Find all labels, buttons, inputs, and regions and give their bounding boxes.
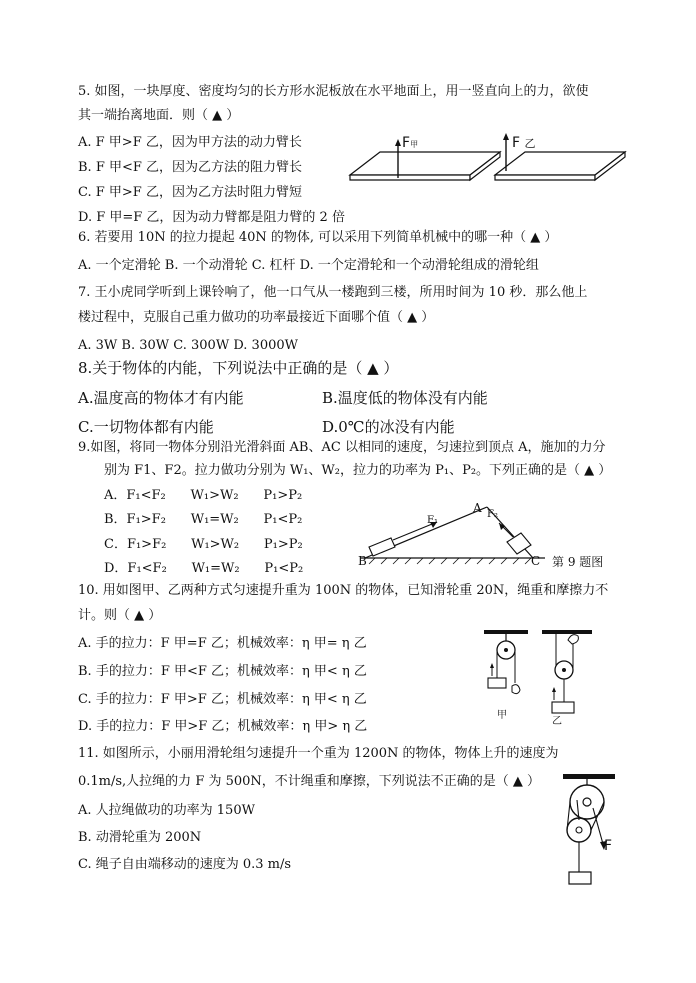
q7-options: A. 3W B. 30W C. 300W D. 3000W — [78, 338, 298, 353]
q11-option-c: C. 绳子自由端移动的速度为 0.3 m/s — [78, 857, 292, 872]
q8-option-c: C.一切物体都有内能 — [78, 418, 214, 436]
q7-stem-line1: 7. 王小虎同学听到上课铃响了，他一口气从一楼跑到三楼，所用时间为 10 秒．那么他上 — [78, 285, 588, 300]
q9-option-a: A．F₁<F₂ W₁>W₂ P₁>P₂ — [104, 488, 303, 503]
q10-stem-line1: 10. 用如图甲、乙两种方式匀速提升重为 100N 的物体，已知滑轮重 20N，绳重和摩擦力不 — [78, 583, 609, 598]
q5-stem-line2: 其一端抬离地面．则（ ▲ ） — [78, 108, 240, 123]
q11-option-b: B. 动滑轮重为 200N — [78, 830, 202, 845]
q11-force-label: F — [604, 838, 613, 854]
q11-pulley-block-figure — [555, 772, 625, 890]
q5-option-b: B. F 甲<F 乙，因为乙方法的阻力臂长 — [78, 160, 303, 175]
q10-stem-line2: 计。则（ ▲ ） — [78, 608, 162, 623]
q9-label-f1: F₁ — [427, 515, 438, 526]
q11-stem-line1: 11. 如图所示，小丽用滑轮组匀速提升一个重为 1200N 的物体，物体上升的速度为 — [78, 746, 559, 761]
q6-options: A. 一个定滑轮 B. 一个动滑轮 C. 杠杆 D. 一个定滑轮和一个动滑轮组成的滑轮组 — [78, 258, 539, 273]
q9-option-d: D．F₁<F₂ W₁=W₂ P₁<P₂ — [104, 561, 304, 576]
q10-option-b: B. 手的拉力：F 甲<F 乙；机械效率：η 甲< η 乙 — [78, 664, 367, 679]
q5-option-d: D. F 甲=F 乙，因为动力臂都是阻力臂的 2 倍 — [78, 210, 345, 225]
q5-option-a: A. F 甲>F 乙，因为甲方法的动力臂长 — [78, 135, 302, 150]
q9-option-b: B．F₁>F₂ W₁=W₂ P₁<P₂ — [104, 512, 303, 527]
q9-stem-line1: 9.如图，将同一物体分别沿光滑斜面 AB、AC 以相同的速度，匀速拉到顶点 A，施加的力分 — [78, 440, 606, 455]
q9-label-c: C — [531, 554, 541, 568]
q8-option-d: D.0℃的冰没有内能 — [322, 418, 455, 436]
q8-stem: 8.关于物体的内能，下列说法中正确的是（ ▲ ） — [78, 359, 399, 377]
q5-force-label-jia: F甲 — [402, 135, 419, 151]
q9-figure-caption: 第 9 题图 — [552, 555, 604, 569]
q10-label-jia: 甲 — [497, 710, 507, 721]
q9-option-c: C．F₁>F₂ W₁>W₂ P₁>P₂ — [104, 537, 303, 552]
q8-option-b: B.温度低的物体没有内能 — [322, 389, 488, 407]
q9-incline-figure — [355, 495, 555, 575]
q10-label-yi: 乙 — [552, 716, 562, 727]
q6-stem: 6. 若要用 10N 的拉力提起 40N 的物体, 可以采用下列简单机械中的哪一种（ ▲ ） — [78, 230, 558, 245]
q9-stem-line2: 别为 F1、F2。拉力做功分别为 W₁、W₂，拉力的功率为 P₁、P₂。下列正确的是（ ▲ ） — [104, 463, 612, 478]
q5-force-label-yi: F 乙 — [512, 135, 536, 151]
q10-option-c: C. 手的拉力：F 甲>F 乙；机械效率：η 甲< η 乙 — [78, 692, 367, 707]
q5-option-c: C. F 甲>F 乙，因为乙方法时阻力臂短 — [78, 185, 302, 200]
q5-stem-line1: 5. 如图，一块厚度、密度均匀的长方形水泥板放在水平地面上，用一竖直向上的力，欲使 — [78, 84, 589, 99]
q9-label-f2: F₂ — [487, 509, 498, 520]
q8-option-a: A.温度高的物体才有内能 — [78, 389, 244, 407]
q11-option-a: A. 人拉绳做功的功率为 150W — [78, 803, 255, 818]
q10-option-d: D. 手的拉力：F 甲>F 乙；机械效率：η 甲> η 乙 — [78, 719, 368, 734]
q9-label-b: B — [358, 554, 367, 568]
q9-label-a: A — [473, 501, 482, 515]
slab-jia — [350, 139, 500, 180]
q7-stem-line2: 楼过程中，克服自己重力做功的功率最接近下面哪个值（ ▲ ） — [78, 310, 435, 325]
q10-option-a: A. 手的拉力：F 甲=F 乙；机械效率：η 甲= η 乙 — [78, 636, 367, 651]
q11-stem-line2: 0.1m/s,人拉绳的力 F 为 500N，不计绳重和摩擦，下列说法不正确的是（ ▲ ） — [78, 774, 541, 789]
q5-slab-figure — [340, 130, 630, 195]
